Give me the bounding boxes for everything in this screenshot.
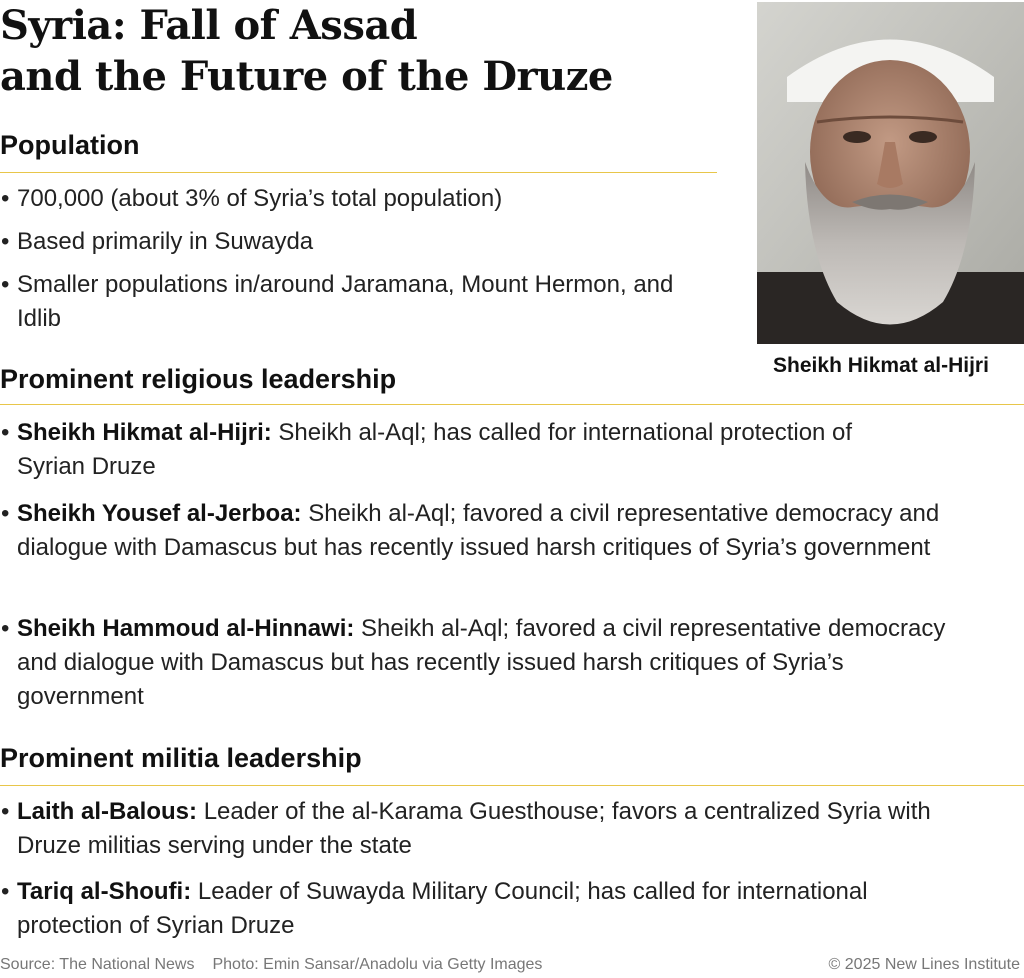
leader-description: Sheikh al-Aql; favored a civil representative democracy and dialogue with Damascus but has recently issued harsh critiques of Syria’s government <box>17 500 940 561</box>
copyright: © 2025 New Lines Institute <box>828 956 1020 973</box>
population-item: • 700,000 (about 3% of Syria’s total population) <box>1 185 503 212</box>
population-item: • Based primarily in Suwayda <box>1 228 314 255</box>
photo-credit: Photo: Emin Sansar/Anadolu via Getty Images <box>212 956 543 973</box>
leader-description: Sheikh al-Aql; has called for international protection of Syrian Druze <box>17 419 853 480</box>
population-divider <box>0 172 717 173</box>
population-item-text: Based primarily in Suwayda <box>17 228 314 255</box>
population-item: • Smaller populations in/around Jaramana, Mount Hermon, and Idlib <box>1 271 674 332</box>
portrait-illustration <box>757 2 1024 344</box>
religious-divider <box>0 404 1024 405</box>
militia-leader-item: • Tariq al-Shoufi: Leader of Suwayda Military Council; has called for international protection of Syrian Druze <box>1 878 868 939</box>
leader-name: Sheikh Hammoud al-Hinnawi: <box>17 615 355 642</box>
population-item-text: 700,000 (about 3% of Syria’s total population) <box>17 185 503 212</box>
portrait-photo <box>757 2 1024 344</box>
religious-leader-item: • Sheikh Yousef al-Jerboa: Sheikh al-Aql; favored a civil representative democracy and dialogue with Damascus but has recently issued harsh critiques of Syria’s government <box>1 500 940 561</box>
source-note: Source: The National News <box>0 956 195 973</box>
photo-caption: Sheikh Hikmat al-Hijri <box>773 354 989 377</box>
leader-name: Tariq al-Shoufi: <box>17 878 192 905</box>
title-line-2: and the Future of the Druze <box>0 53 613 100</box>
population-heading: Population <box>0 130 140 160</box>
religious-leader-item: • Sheikh Hammoud al-Hinnawi: Sheikh al-Aql; favored a civil representative democracy and dialogue with Damascus but has recently issued harsh critiques of Syria’s government <box>1 615 946 710</box>
militia-heading: Prominent militia leadership <box>0 743 362 773</box>
leader-description: Leader of Suwayda Military Council; has called for international protection of Syrian Druze <box>17 878 868 939</box>
militia-divider <box>0 785 1024 786</box>
militia-leader-item: • Laith al-Balous: Leader of the al-Karama Guesthouse; favors a centralized Syria with Druze militias serving under the state <box>1 798 931 859</box>
leader-description: Sheikh al-Aql; favored a civil representative democracy and dialogue with Damascus but has recently issued harsh critiques of Syria’s government <box>17 615 946 710</box>
leader-description: Leader of the al-Karama Guesthouse; favors a centralized Syria with Druze militias serving under the state <box>17 798 931 859</box>
footer-credits <box>0 956 542 974</box>
leader-name: Laith al-Balous: <box>17 798 198 825</box>
leader-name: Sheikh Yousef al-Jerboa: <box>17 500 302 527</box>
religious-leader-item: • Sheikh Hikmat al-Hijri: Sheikh al-Aql; has called for international protection of Syrian Druze <box>1 419 853 480</box>
leader-name: Sheikh Hikmat al-Hijri: <box>17 419 272 446</box>
title-line-1: Syria: Fall of Assad <box>0 2 418 49</box>
population-item-text: Smaller populations in/around Jaramana, Mount Hermon, and Idlib <box>17 271 674 332</box>
religious-heading: Prominent religious leadership <box>0 364 397 394</box>
page-title <box>0 0 740 102</box>
